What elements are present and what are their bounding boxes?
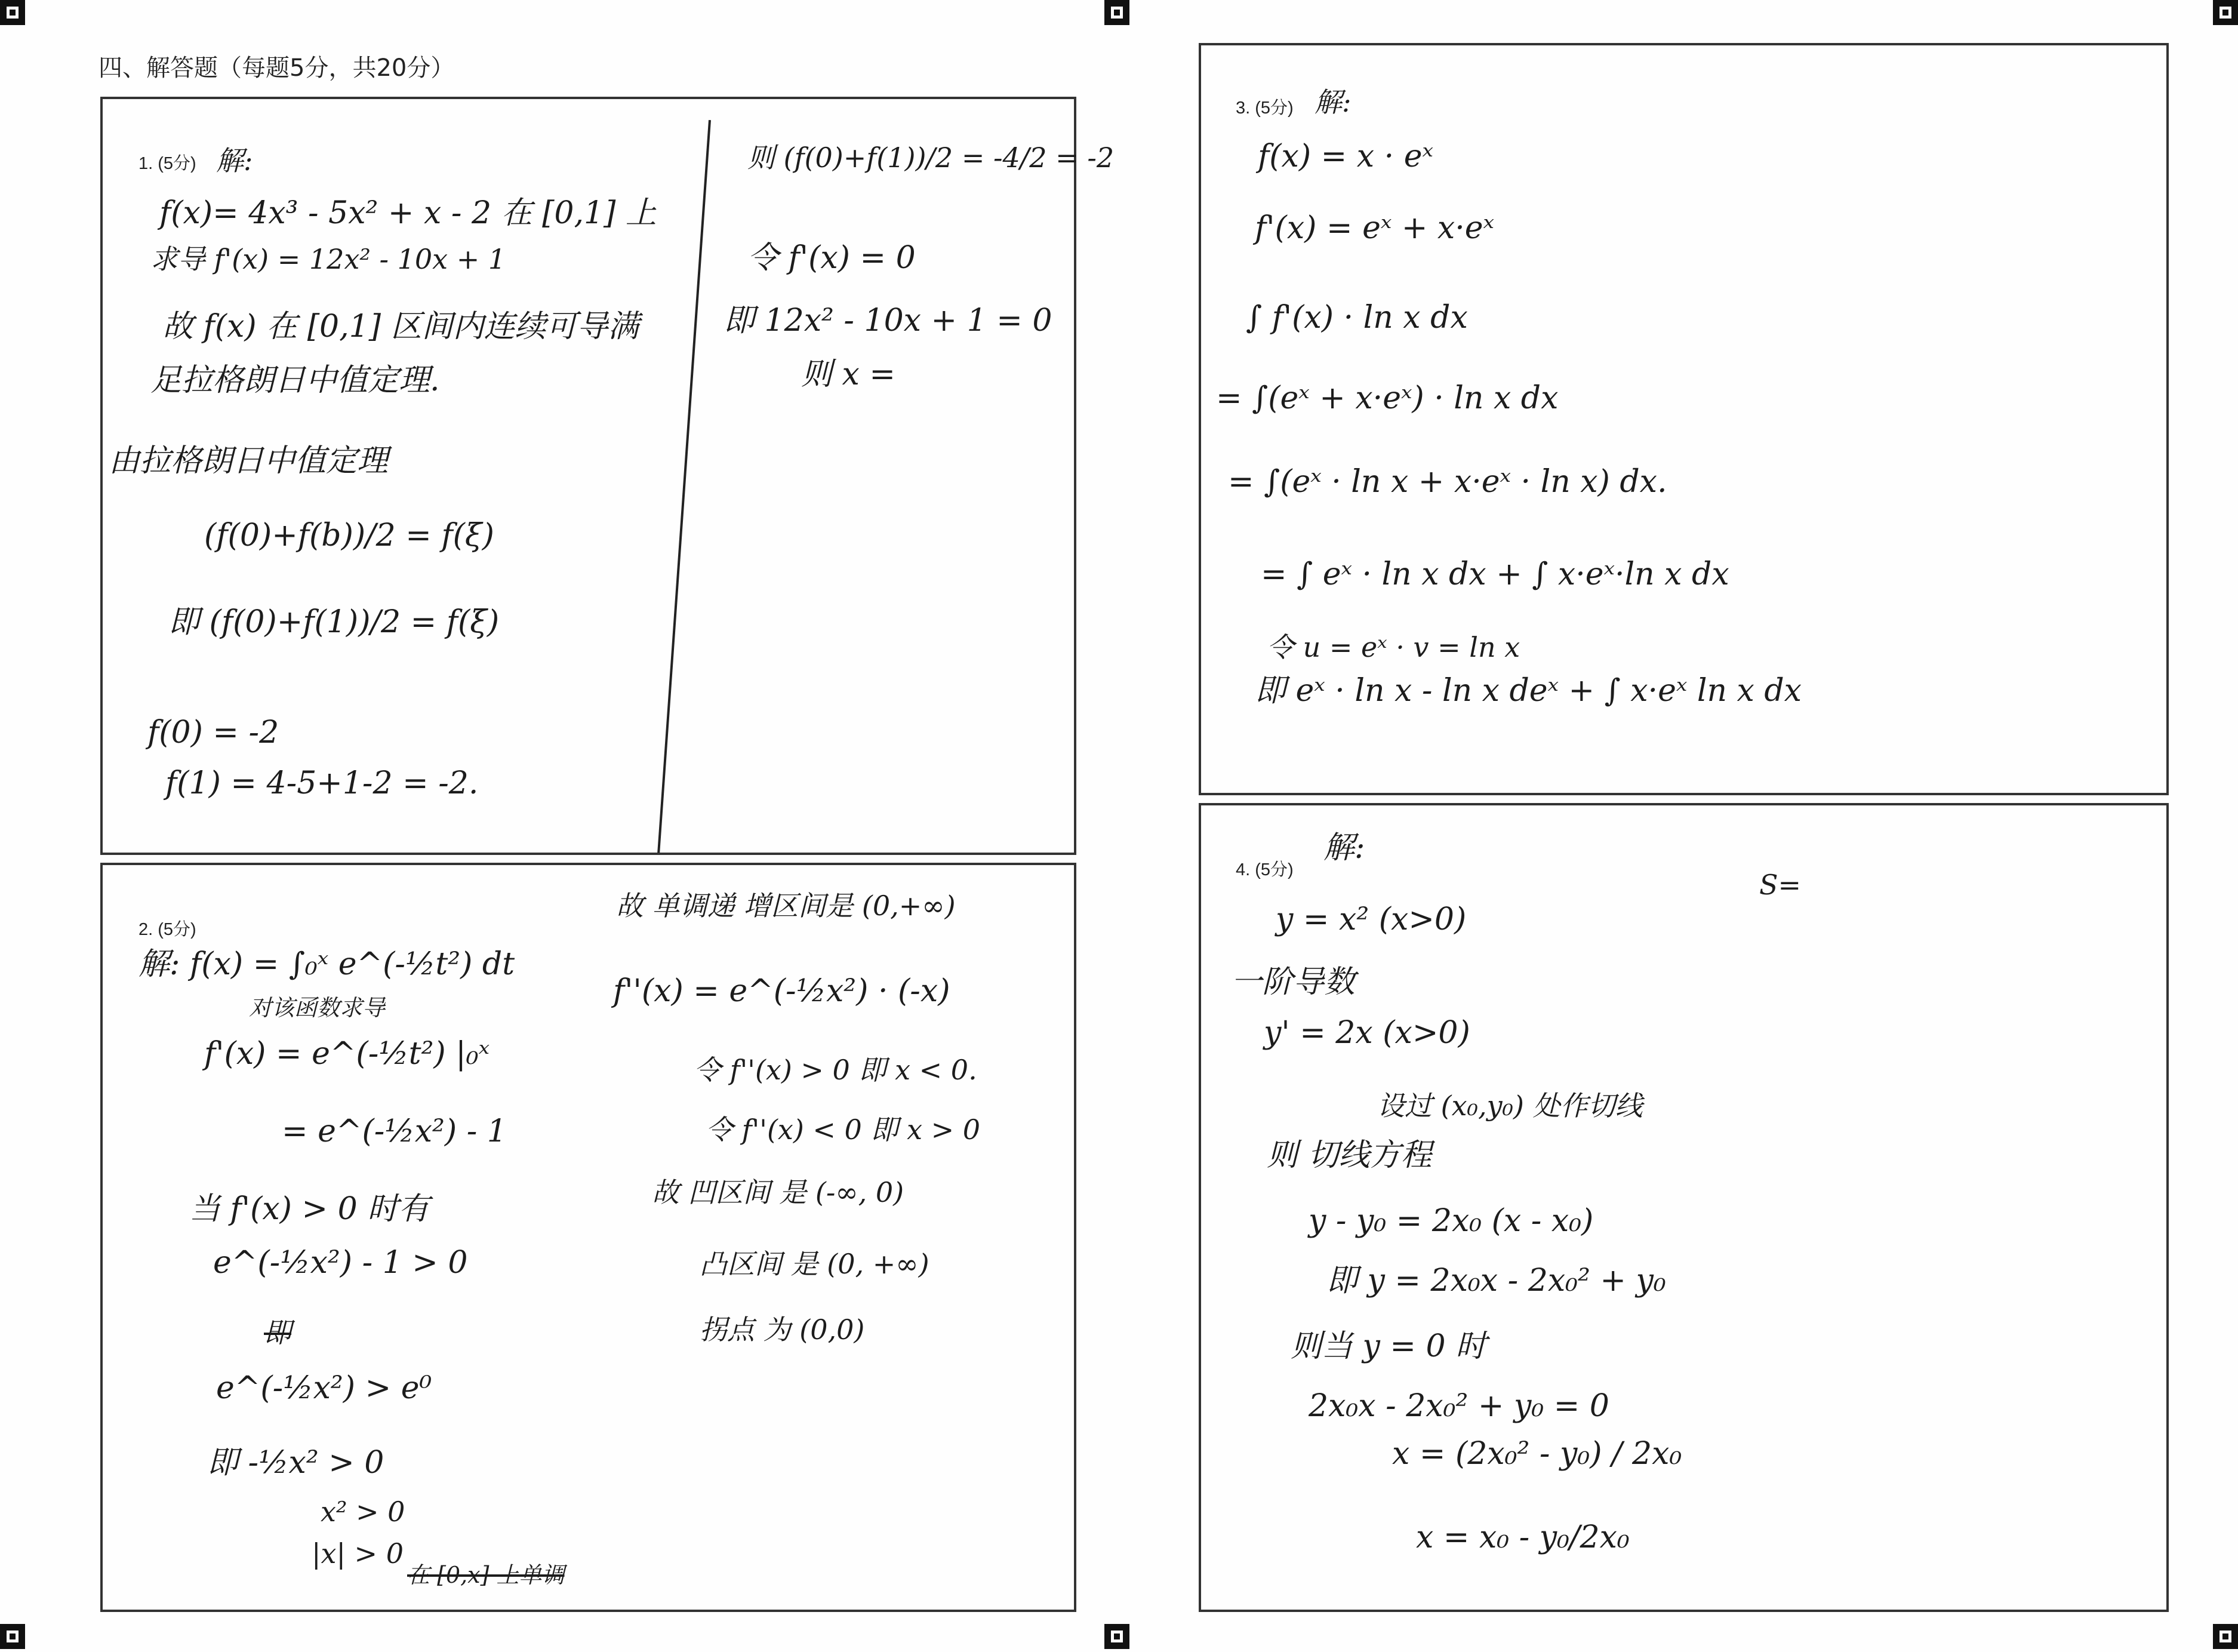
q4-line: S=	[1759, 869, 1802, 901]
answer-box-q3	[1199, 43, 2169, 795]
q2-line: e^(-½x²) > e⁰	[216, 1370, 432, 1406]
q4-line: 则 切线方程	[1267, 1137, 1432, 1173]
q2-line: 令 f''(x) > 0 即 x < 0.	[694, 1054, 977, 1086]
q4-line: 即 y = 2x₀x - 2x₀² + y₀	[1326, 1263, 1666, 1299]
q2-line: 令 f''(x) < 0 即 x > 0	[706, 1113, 981, 1146]
q2-line: x² > 0	[321, 1496, 405, 1528]
q3-line: 令 u = eˣ · v = ln x	[1267, 631, 1520, 663]
corner-marker-top-left	[0, 0, 25, 25]
q2-line: 即 -½x² > 0	[207, 1445, 384, 1481]
q4-line: 解:	[1323, 830, 1365, 866]
q1-line: 足拉格朗日中值定理.	[150, 362, 440, 398]
q4-line: 设过 (x₀,y₀) 处作切线	[1377, 1090, 1643, 1122]
q2-line: 解: f(x) = ∫₀ˣ e^(-½t²) dt	[138, 946, 515, 982]
q4-line: y = x² (x>0)	[1276, 902, 1467, 937]
q4-line: 2x₀x - 2x₀² + y₀ = 0	[1309, 1388, 1609, 1424]
q3-line: ∫ f'(x) · ln x dx	[1246, 300, 1468, 336]
q1-line: f(x)= 4x³ - 5x² + x - 2 在 [0,1] 上	[159, 195, 657, 231]
q3-line: = ∫ eˣ · ln x dx + ∫ x·eˣ·ln x dx	[1261, 556, 1729, 592]
q2-line: f'(x) = e^(-½t²) |₀ˣ	[204, 1036, 490, 1072]
q4-line: 一阶导数	[1231, 964, 1356, 1000]
q3-label: 3. (5分)	[1236, 99, 1294, 118]
q1-line: f(1) = 4-5+1-2 = -2.	[165, 765, 479, 801]
q1-line: 令 f'(x) = 0	[747, 240, 916, 276]
q1-line: 即 (f(0)+f(1))/2 = f(ξ)	[168, 604, 500, 640]
q2-line: e^(-½x²) - 1 > 0	[213, 1245, 468, 1281]
corner-marker-bottom-right	[2213, 1624, 2238, 1649]
q1-line: (f(0)+f(b))/2 = f(ξ)	[204, 518, 494, 553]
q1-line: 则 (f(0)+f(1))/2 = -4/2 = -2	[747, 141, 1115, 174]
q1-line: 求导 f'(x) = 12x² - 10x + 1	[150, 243, 506, 275]
q3-line: = ∫(eˣ · ln x + x·eˣ · ln x) dx.	[1228, 464, 1667, 500]
q1-line: 解:	[216, 144, 253, 177]
q2-line: 当 f'(x) > 0 时有	[189, 1191, 430, 1227]
q4-label: 4. (5分)	[1236, 860, 1294, 879]
q1-line: f(0) = -2	[147, 715, 279, 750]
answer-box-q2	[100, 863, 1076, 1612]
corner-marker-top-center	[1104, 0, 1129, 25]
corner-marker-bottom-left	[0, 1624, 25, 1649]
q2-label: 2. (5分)	[138, 920, 196, 939]
q2-line: |x| > 0	[312, 1537, 404, 1570]
answer-box-q1	[100, 97, 1115, 855]
q2-line: 拐点 为 (0,0)	[700, 1313, 865, 1346]
q3-line: 解:	[1315, 86, 1352, 118]
q1-line: 即 12x² - 10x + 1 = 0	[724, 303, 1052, 339]
q1-line: 故 f(x) 在 [0,1] 区间内连续可导满	[162, 309, 639, 344]
q3-line: f(x) = x · eˣ	[1258, 139, 1433, 174]
q1-label: 1. (5分)	[138, 154, 196, 173]
q3-line: 即 eˣ · ln x - ln x deˣ + ∫ x·eˣ ln x dx	[1255, 673, 1802, 709]
q2-line: 即	[264, 1316, 291, 1349]
q3-line: f'(x) = eˣ + x·eˣ	[1255, 210, 1495, 246]
q4-line: x = (2x₀² - y₀) / 2x₀	[1392, 1436, 1682, 1472]
q2-line: 对该函数求导	[249, 995, 386, 1021]
q2-line: = e^(-½x²) - 1	[282, 1113, 507, 1149]
section-title: 四、解答题（每题5分，共20分）	[98, 54, 455, 82]
q4-line: y - y₀ = 2x₀ (x - x₀)	[1309, 1203, 1594, 1239]
q2-line: f''(x) = e^(-½x²) · (-x)	[613, 973, 950, 1009]
q1-line: 则 x =	[801, 356, 895, 392]
q2-line: 在 [0,x] 上单调	[407, 1562, 565, 1588]
q1-column-divider	[657, 120, 711, 853]
q2-line: 故 凹区间 是 (-∞, 0)	[652, 1176, 904, 1208]
corner-marker-bottom-center	[1104, 1624, 1129, 1649]
q3-line: = ∫(eˣ + x·eˣ) · ln x dx	[1216, 380, 1559, 416]
q4-line: 则当 y = 0 时	[1291, 1328, 1487, 1364]
answer-box-q4	[1199, 803, 2169, 1612]
corner-marker-top-right	[2213, 0, 2238, 25]
q1-line: 由拉格朗日中值定理	[109, 443, 389, 479]
q2-line: 故 单调递 增区间是 (0,+∞)	[616, 890, 956, 922]
q2-line: 凸区间 是 (0, +∞)	[700, 1248, 929, 1280]
q4-line: y' = 2x (x>0)	[1264, 1015, 1470, 1051]
q4-line: x = x₀ - y₀/2x₀	[1416, 1519, 1630, 1555]
